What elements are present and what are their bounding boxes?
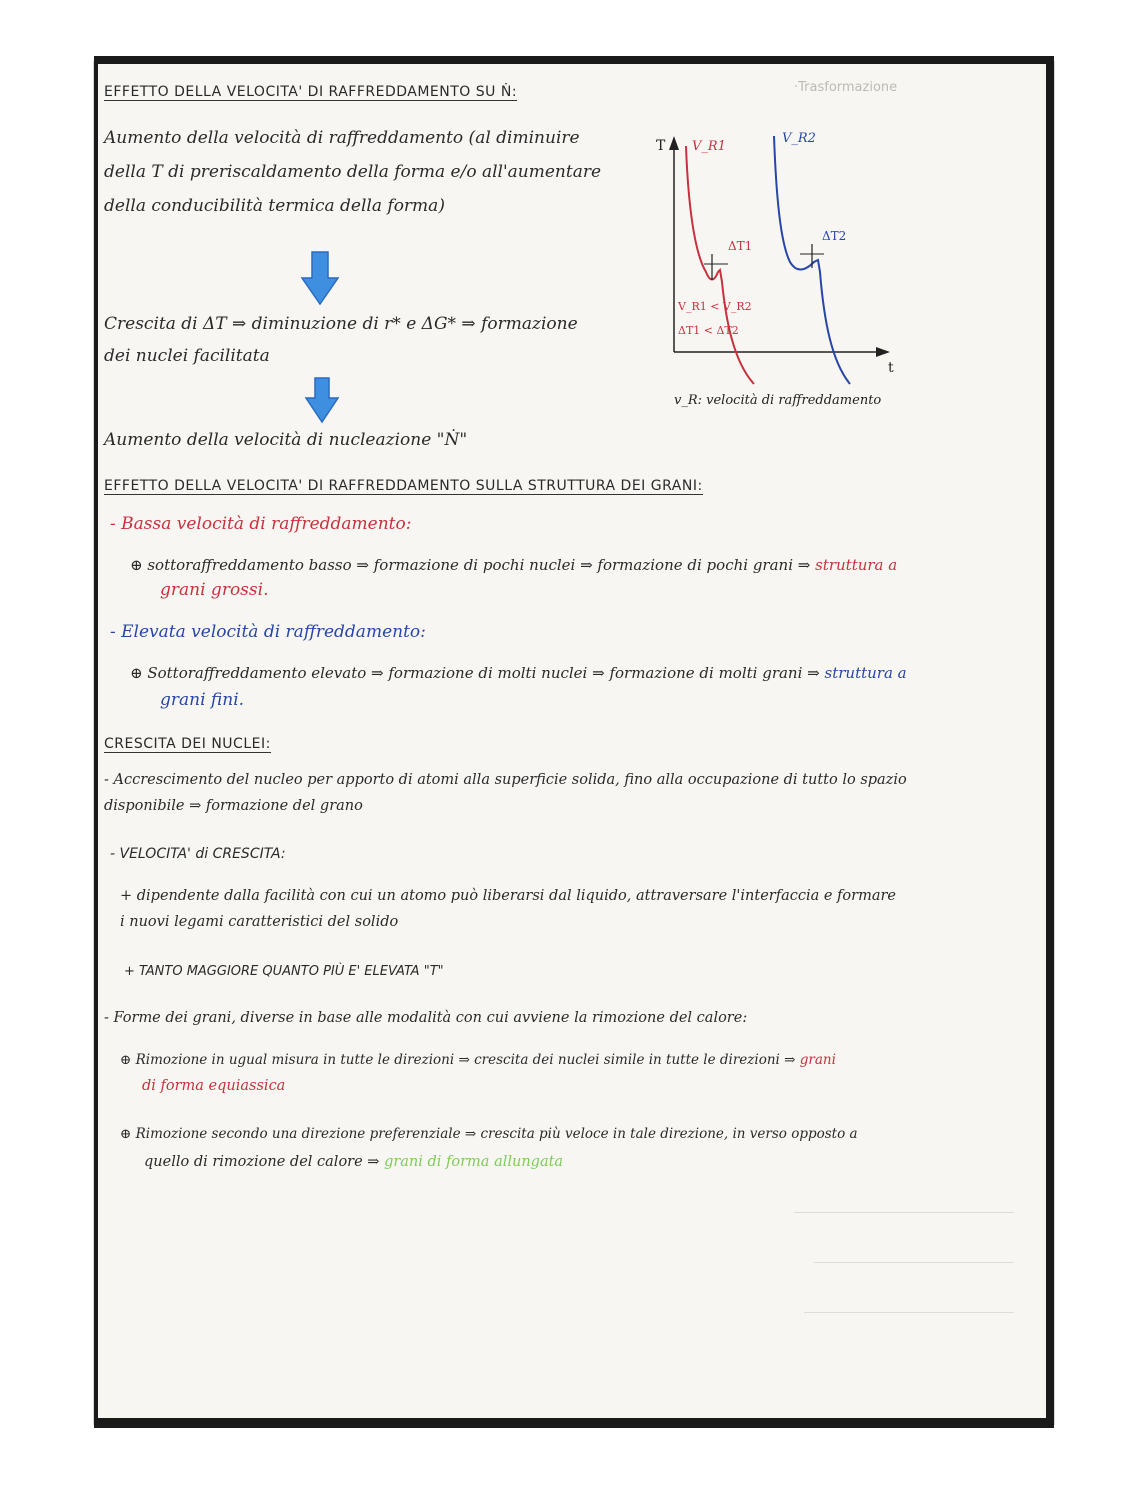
relation1: V_R1 < V_R2 [678,300,752,313]
s3-line9: di forma equiassica [142,1078,286,1094]
high-rate-line1-text: ⊕ Sottoraffreddamento elevato ⇒ formazione di molti nuclei ⇒ formazione di molti grani ⇒ [130,664,820,682]
bleed-line-2 [814,1262,1014,1263]
elongated-grains: grani di forma allungata [384,1154,564,1170]
bleed-line-3 [804,1312,1014,1313]
low-rate-line2: grani grossi. [160,580,269,600]
low-rate-line1 [130,556,897,574]
x-axis-label: t [888,360,894,376]
low-rate-structure: struttura a [815,556,898,574]
s1-line4: Crescita di ΔT ⇒ diminuzione di r* e ΔG* ⇒ formazione [104,314,578,334]
dt1-label: ΔT1 [728,239,753,253]
curve-vr1 [686,146,754,384]
bleed-through-text: ·Trasformazione [794,80,898,95]
s1-line6: Aumento della velocità di nucleazione "Ṅ" [104,430,468,450]
page-frame-top [94,56,1054,64]
s3-line7: - Forme dei grani, diverse in base alle modalità con cui avviene la rimozione del calore: [104,1010,748,1026]
s3-line6: + TANTO MAGGIORE QUANTO PIÙ E' ELEVATA "T" [124,964,444,979]
y-axis-arrow-icon [669,136,679,150]
curve2-label: V_R2 [782,131,816,146]
s1-line3: della conducibilità termica della forma) [104,196,445,216]
page-frame-right [1046,56,1054,1428]
s3-line1: - Accrescimento del nucleo per apporto di atomi alla superficie solida, fino alla occupazione di tutto lo spazio [104,772,907,788]
relation2: ΔT1 < ΔT2 [678,324,739,337]
s3-line10: ⊕ Rimozione secondo una direzione preferenziale ⇒ crescita più veloce in tale direzione, in verso opposto a [120,1126,858,1142]
s3-line4: + dipendente dalla facilità con cui un atomo può liberarsi dal liquido, attraversare l'interfaccia e formare [120,888,896,904]
down-arrow-icon-2 [304,376,340,424]
high-rate-line2: grani fini. [160,690,245,710]
s3-line2: disponibile ⇒ formazione del grano [104,798,363,814]
section2-heading-text: EFFETTO DELLA VELOCITA' DI RAFFREDDAMENTO SULLA STRUTTURA DEI GRANI: [104,478,703,494]
cooling-curve-svg [654,122,954,422]
y-axis-label: T [656,138,666,154]
page-frame-bottom [94,1418,1054,1428]
cooling-curve-graph [654,122,954,422]
s3-line5: i nuovi legami caratteristici del solido [120,914,399,930]
low-rate-line1-text: ⊕ sottoraffreddamento basso ⇒ formazione di pochi nuclei ⇒ formazione di pochi grani ⇒ [130,556,811,574]
equiaxed-grains: grani [799,1052,836,1068]
high-rate-structure: struttura a [824,664,907,682]
s3-line11-text: quello di rimozione del calore ⇒ [144,1154,380,1170]
s3-line3: - VELOCITA' di CRESCITA: [110,846,286,862]
s1-line1: Aumento della velocità di raffreddamento (al diminuire [104,128,580,148]
bleed-line [794,1212,1014,1213]
section3-heading-text: CRESCITA DEI NUCLEI: [104,736,271,752]
s1-line2: della T di preriscaldamento della forma e/o all'aumentare [104,162,602,182]
s3-line11 [144,1154,563,1170]
section1-heading [104,84,517,100]
curve1-label: V_R1 [692,139,726,154]
notebook-page [94,62,1054,1424]
section2-heading [104,478,703,494]
low-rate-title: - Bassa velocità di raffreddamento: [110,514,412,534]
high-rate-title: - Elevata velocità di raffreddamento: [110,622,426,642]
section3-heading [104,736,271,752]
s3-line8 [120,1052,836,1068]
x-axis-arrow-icon [876,347,890,357]
page-frame-left [94,56,98,1428]
section1-heading-text: EFFETTO DELLA VELOCITA' DI RAFFREDDAMENTO SU Ṅ: [104,84,518,100]
down-arrow-icon [300,250,340,308]
s1-line5: dei nuclei facilitata [104,346,270,366]
graph-caption: v_R: velocità di raffreddamento [674,393,882,408]
s3-line8-text: ⊕ Rimozione in ugual misura in tutte le direzioni ⇒ crescita dei nuclei simile in tutte le direzioni ⇒ [120,1052,796,1068]
high-rate-line1 [130,664,907,682]
dt2-label: ΔT2 [822,229,847,243]
